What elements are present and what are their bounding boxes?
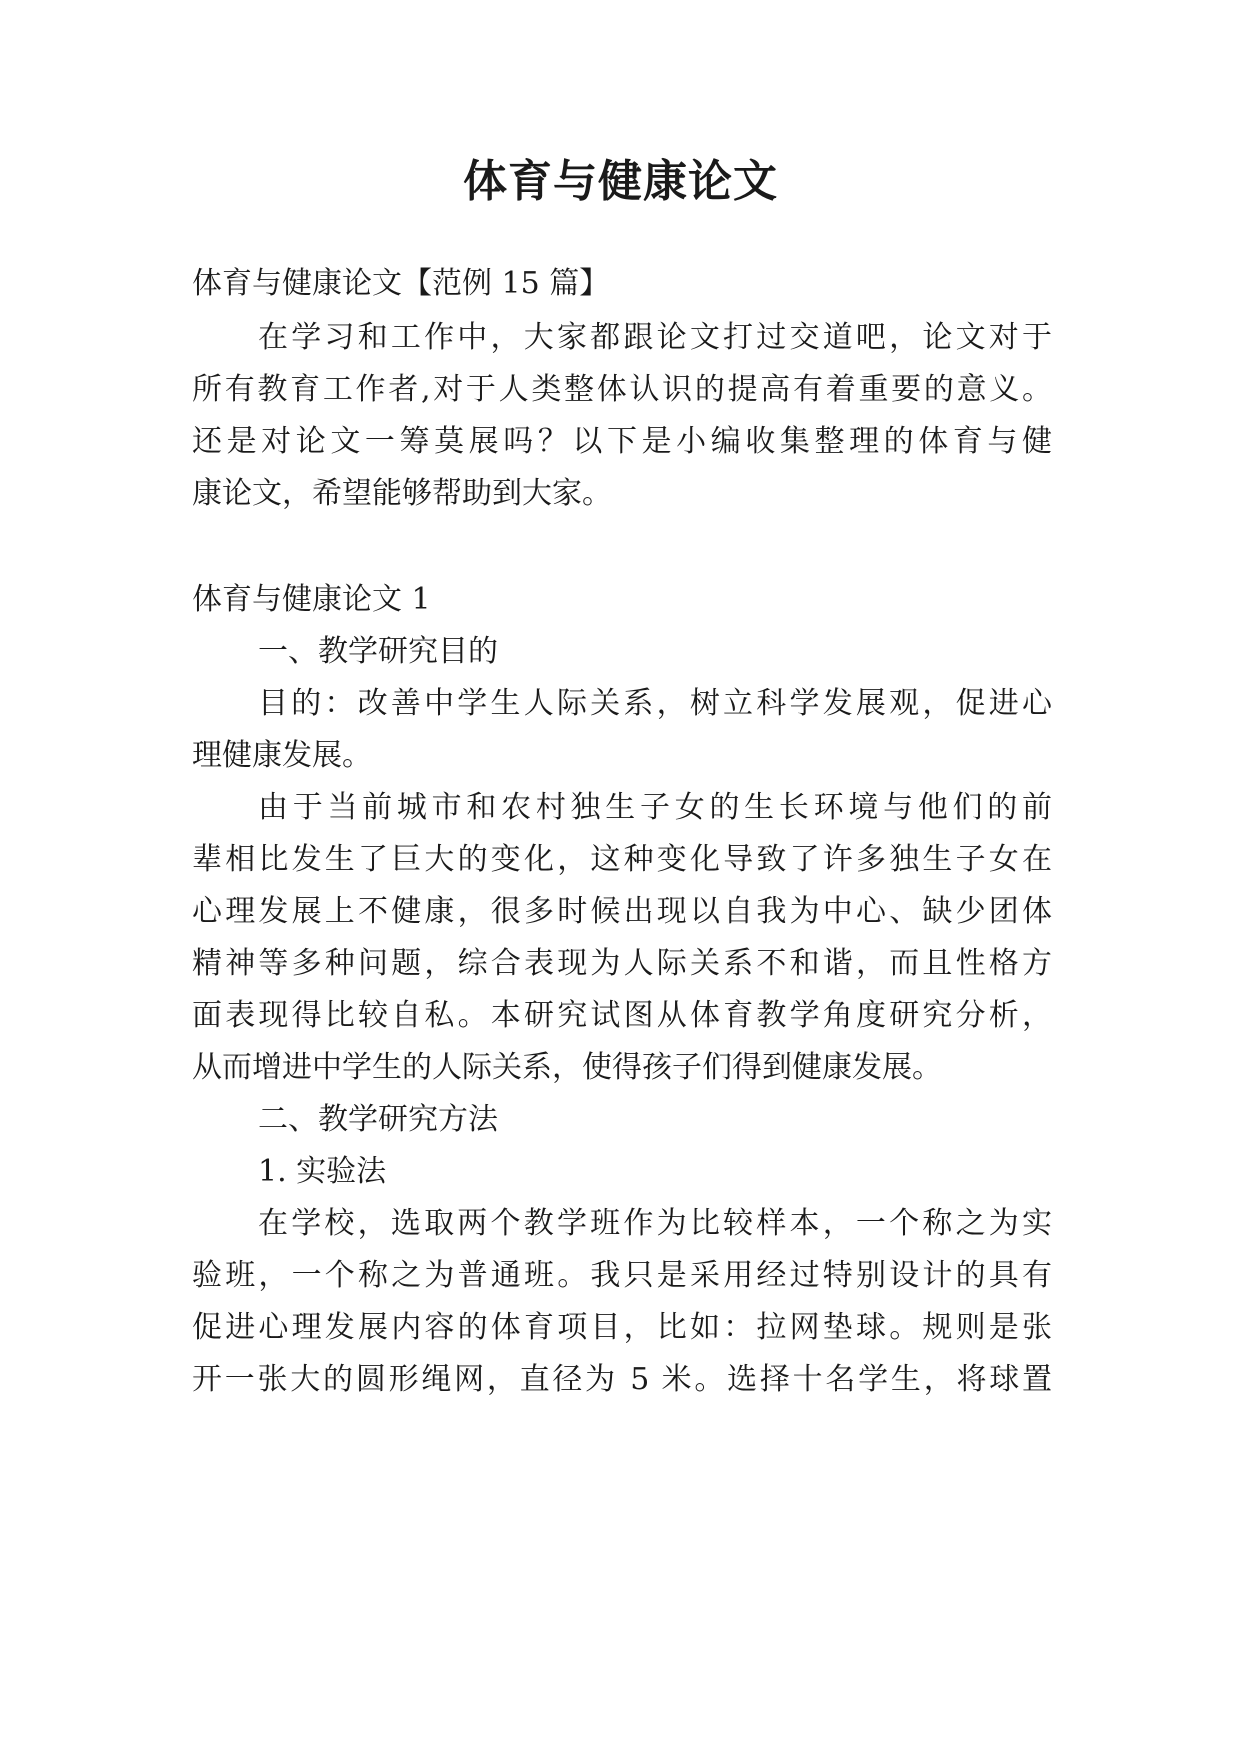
- paragraph-line: 开一张大的圆形绳网，直径为 5 米。选择十名学生，将球置: [192, 1362, 1052, 1397]
- paragraph-line: 促进心理发展内容的体育项目，比如：拉网垫球。规则是张: [192, 1310, 1052, 1345]
- paragraph-line: 所有教育工作者,对于人类整体认识的提高有着重要的意义。: [192, 372, 1052, 407]
- paragraph-line: 还是对论文一筹莫展吗？以下是小编收集整理的体育与健: [192, 424, 1052, 459]
- subsection-heading: 1. 实验法: [258, 1154, 387, 1189]
- section-heading: 体育与健康论文 1: [192, 582, 431, 617]
- paragraph-line: 理健康发展。: [192, 738, 372, 773]
- subtitle-line: 体育与健康论文【范例 15 篇】: [192, 266, 610, 301]
- paragraph-line: 精神等多种问题，综合表现为人际关系不和谐，而且性格方: [192, 946, 1052, 981]
- paragraph-line: 心理发展上不健康，很多时候出现以自我为中心、缺少团体: [192, 894, 1052, 929]
- paragraph-line: 验班，一个称之为普通班。我只是采用经过特别设计的具有: [192, 1258, 1052, 1293]
- paragraph-line: 面表现得比较自私。本研究试图从体育教学角度研究分析，: [192, 998, 1052, 1033]
- paragraph-line: 康论文，希望能够帮助到大家。: [192, 476, 612, 511]
- paragraph-line: 从而增进中学生的人际关系，使得孩子们得到健康发展。: [192, 1050, 942, 1085]
- paragraph-line: 在学习和工作中，大家都跟论文打过交道吧，论文对于: [258, 320, 1052, 355]
- paragraph-line: 在学校，选取两个教学班作为比较样本，一个称之为实: [258, 1206, 1052, 1241]
- document-title: 体育与健康论文: [463, 156, 778, 207]
- paragraph-line: 由于当前城市和农村独生子女的生长环境与他们的前: [258, 790, 1052, 825]
- paragraph-line: 辈相比发生了巨大的变化，这种变化导致了许多独生子女在: [192, 842, 1052, 877]
- subsection-heading: 二、教学研究方法: [258, 1102, 498, 1137]
- paragraph-line: 目的：改善中学生人际关系，树立科学发展观，促进心: [258, 686, 1052, 721]
- subsection-heading: 一、教学研究目的: [258, 634, 498, 669]
